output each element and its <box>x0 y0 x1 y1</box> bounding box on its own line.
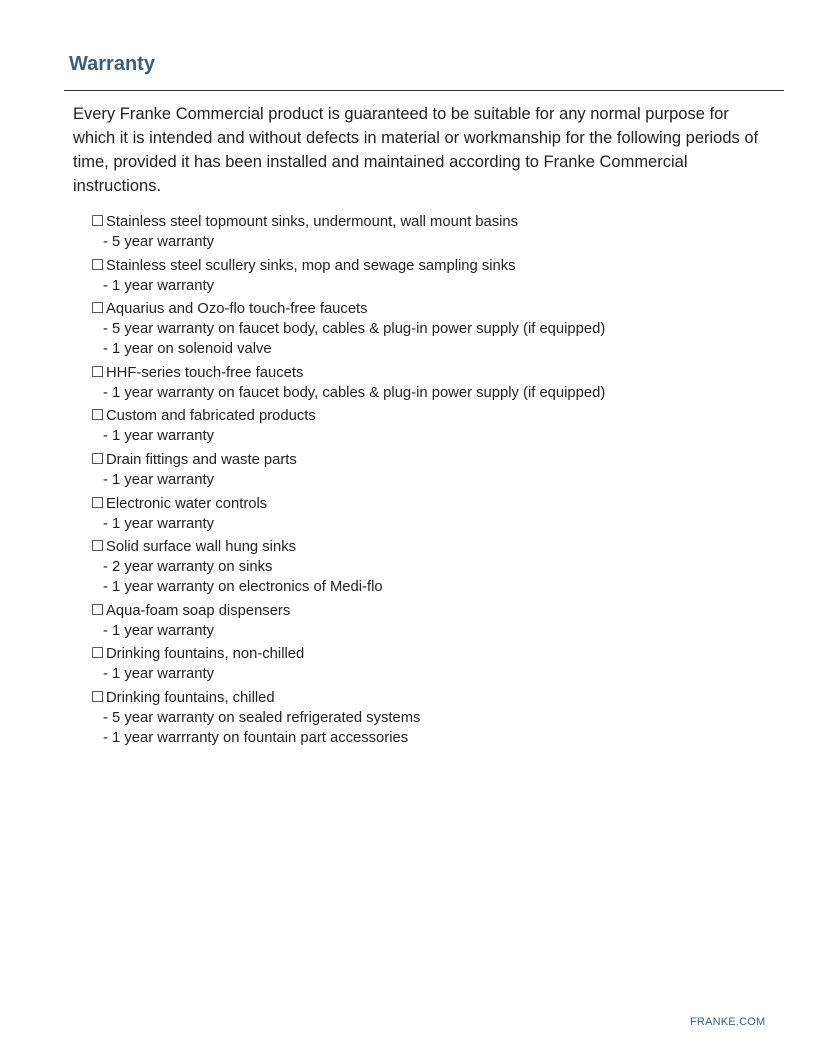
warranty-detail-line: - 1 year warranty <box>103 471 215 488</box>
warranty-detail-line: - 1 year on solenoid valve <box>103 341 272 358</box>
warranty-item-heading <box>91 644 771 664</box>
warranty-item-label: Solid surface wall hung sinks <box>106 539 296 556</box>
warranty-detail-line: - 1 year warranty <box>103 622 215 639</box>
warranty-item-label: Stainless steel scullery sinks, mop and sewage sampling sinks <box>106 257 516 274</box>
warranty-detail-line: - 1 year warranty on faucet body, cables & plug-in power supply (if equipped) <box>103 384 606 401</box>
warranty-detail-line: - 1 year warranty <box>103 428 215 445</box>
warranty-detail-list <box>91 621 771 641</box>
warranty-item <box>91 256 771 296</box>
footer-website-link[interactable]: FRANKE.COM <box>690 1016 766 1028</box>
warranty-item <box>91 406 771 446</box>
warranty-item-heading <box>91 537 771 557</box>
warranty-item <box>91 644 771 684</box>
warranty-detail-line: - 2 year warranty on sinks <box>103 559 273 576</box>
warranty-item <box>91 601 771 641</box>
warranty-item-heading <box>91 256 771 276</box>
checkbox-icon: ☐ <box>91 300 105 318</box>
warranty-item-heading <box>91 299 771 319</box>
checkbox-icon: ☐ <box>91 450 105 468</box>
warranty-item-label: Drain fittings and waste parts <box>106 451 297 468</box>
warranty-item <box>91 494 771 534</box>
warranty-detail-list <box>91 470 771 490</box>
warranty-intro-paragraph: Every Franke Commercial product is guaranteed to be suitable for any normal purpose for which it is intended and without defects in material or workmanship for the following periods of time, provided it has been installed and maintained according to Franke Commercial instructions. <box>73 105 759 195</box>
warranty-detail-list <box>91 232 771 252</box>
warranty-item-label: Drinking fountains, chilled <box>106 689 275 706</box>
warranty-item-heading <box>91 494 771 514</box>
warranty-detail-list <box>91 664 771 684</box>
warranty-detail-list <box>91 514 771 534</box>
warranty-item-label: Aquarius and Ozo-flo touch-free faucets <box>106 301 368 318</box>
warranty-detail-line: - 1 year warranty on electronics of Medi-flo <box>103 579 383 596</box>
title-divider <box>64 90 784 91</box>
checkbox-icon: ☐ <box>91 494 105 512</box>
warranty-item-label: Custom and fabricated products <box>106 408 316 425</box>
warranty-item-heading <box>91 688 771 708</box>
checkbox-icon: ☐ <box>91 688 105 706</box>
warranty-item <box>91 363 771 403</box>
warranty-item <box>91 212 771 252</box>
warranty-detail-line: - 5 year warranty <box>103 234 215 250</box>
warranty-item-heading <box>91 450 771 470</box>
checkbox-icon: ☐ <box>91 213 105 230</box>
warranty-item <box>91 537 771 597</box>
checkbox-icon: ☐ <box>91 256 105 274</box>
warranty-detail-line: - 5 year warranty on faucet body, cables & plug-in power supply (if equipped) <box>103 321 606 338</box>
warranty-item-label: Stainless steel topmount sinks, undermount, wall mount basins <box>106 214 519 230</box>
warranty-detail-list <box>91 557 771 597</box>
warranty-item-heading <box>91 601 771 621</box>
warranty-detail-list <box>91 708 771 748</box>
warranty-detail-line: - 1 year warranty <box>103 515 215 532</box>
warranty-item-label: Aqua-foam soap dispensers <box>106 602 291 619</box>
warranty-item <box>91 688 771 748</box>
warranty-detail-line: - 5 year warranty on sealed refrigerated systems <box>103 709 421 726</box>
checkbox-icon: ☐ <box>91 601 105 619</box>
warranty-item-label: Drinking fountains, non-chilled <box>106 646 305 663</box>
warranty-item-heading <box>91 212 771 232</box>
checkbox-icon: ☐ <box>91 645 105 663</box>
warranty-item-heading <box>91 363 771 383</box>
warranty-detail-line: - 1 year warranty <box>103 666 215 683</box>
warranty-detail-list <box>91 319 771 359</box>
checkbox-icon: ☐ <box>91 538 105 556</box>
warranty-detail-list <box>91 426 771 446</box>
warranty-detail-line: - 1 year warranty <box>103 277 215 294</box>
warranty-detail-list <box>91 276 771 296</box>
warranty-item-label: Electronic water controls <box>106 495 268 512</box>
warranty-detail-line: - 1 year warrranty on fountain part accessories <box>103 729 409 746</box>
warranty-item <box>91 450 771 490</box>
warranty-item-heading <box>91 406 771 426</box>
checkbox-icon: ☐ <box>91 407 105 425</box>
warranty-item-label: HHF-series touch-free faucets <box>106 364 304 381</box>
warranty-detail-list <box>91 383 771 403</box>
checkbox-icon: ☐ <box>91 363 105 381</box>
section-title: Warranty <box>69 53 155 75</box>
warranty-item <box>91 299 771 359</box>
warranty-list <box>91 212 771 752</box>
